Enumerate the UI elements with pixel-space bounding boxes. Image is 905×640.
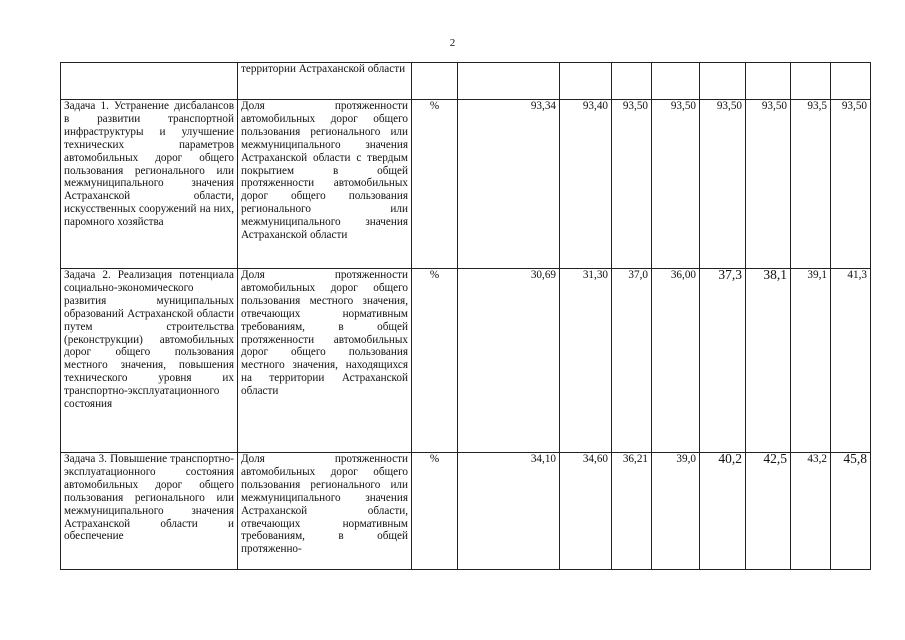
value-cell: 93,5: [791, 100, 831, 269]
value-cell: 34,10: [458, 453, 560, 570]
value-cell: [652, 63, 700, 100]
page-number: 2: [449, 37, 456, 49]
unit-cell: %: [412, 453, 458, 570]
value-cell: 30,69: [458, 269, 560, 453]
table-row: [61, 63, 871, 100]
value-cell: 38,1: [746, 269, 791, 453]
value-cell: 41,3: [831, 269, 871, 453]
value-cell: 45,8: [831, 453, 871, 570]
indicator-cell: территории Астраханской области: [238, 63, 412, 100]
indicator-cell: Доля протяженности автомобильных дорог общего пользования регионального или межмуниципального значения Астраханской области с твердым покрытием в общей протяженности автомобильных дорог общего пользования регионального или межмуниципального значения Астраханской области: [238, 100, 412, 269]
value-cell: 93,50: [700, 100, 746, 269]
value-cell: [831, 63, 871, 100]
value-cell: 93,40: [560, 100, 612, 269]
value-cell: [791, 63, 831, 100]
unit-cell: %: [412, 100, 458, 269]
value-cell: 39,1: [791, 269, 831, 453]
indicators-table: [60, 62, 871, 570]
value-cell: 93,50: [612, 100, 652, 269]
value-cell: 93,50: [831, 100, 871, 269]
indicator-cell: Доля протяженности автомобильных дорог общего пользования местного значения, отвечающих нормативным требованиям, в общей протяженности автомобильных дорог общего пользования местного значения, находящихся на территории Астраханской области: [238, 269, 412, 453]
value-cell: 36,00: [652, 269, 700, 453]
value-cell: [560, 63, 612, 100]
task-cell: Задача 2. Реализация потенциала социально-экономического развития муниципальных образований Астраханской области путем строительства (реконструкции) автомобильных дорог общего пользования местного значения, повышения технического уровня их транспортно-эксплуатационного состояния: [61, 269, 238, 453]
task-cell: Задача 1. Устранение дисбалансов в развитии транспортной инфраструктуры и улучшение технических параметров автомобильных дорог общего пользования регионального или межмуниципального значения Астраханской области, искусственных сооружений на них, паромного хозяйства: [61, 100, 238, 269]
table-row: [61, 269, 871, 453]
value-cell: 36,21: [612, 453, 652, 570]
value-cell: [700, 63, 746, 100]
value-cell: [458, 63, 560, 100]
table-row: [61, 453, 871, 570]
task-cell: [61, 63, 238, 100]
value-cell: 93,50: [652, 100, 700, 269]
value-cell: 37,0: [612, 269, 652, 453]
value-cell: 40,2: [700, 453, 746, 570]
value-cell: 93,50: [746, 100, 791, 269]
unit-cell: %: [412, 269, 458, 453]
value-cell: [612, 63, 652, 100]
value-cell: 42,5: [746, 453, 791, 570]
value-cell: 93,34: [458, 100, 560, 269]
table-row: [61, 100, 871, 269]
value-cell: 31,30: [560, 269, 612, 453]
value-cell: 39,0: [652, 453, 700, 570]
unit-cell: [412, 63, 458, 100]
value-cell: 37,3: [700, 269, 746, 453]
value-cell: [746, 63, 791, 100]
value-cell: 34,60: [560, 453, 612, 570]
indicator-cell: Доля протяженности автомобильных дорог общего пользования регионального или межмуниципального значения Астраханской области, отвечающих нормативным требованиям, в общей протяженно-: [238, 453, 412, 570]
value-cell: 43,2: [791, 453, 831, 570]
task-cell: Задача 3. Повышение транспортно-эксплуатационного состояния автомобильных дорог общего пользования регионального или межмуниципального значения Астраханской области и обеспечение: [61, 453, 238, 570]
